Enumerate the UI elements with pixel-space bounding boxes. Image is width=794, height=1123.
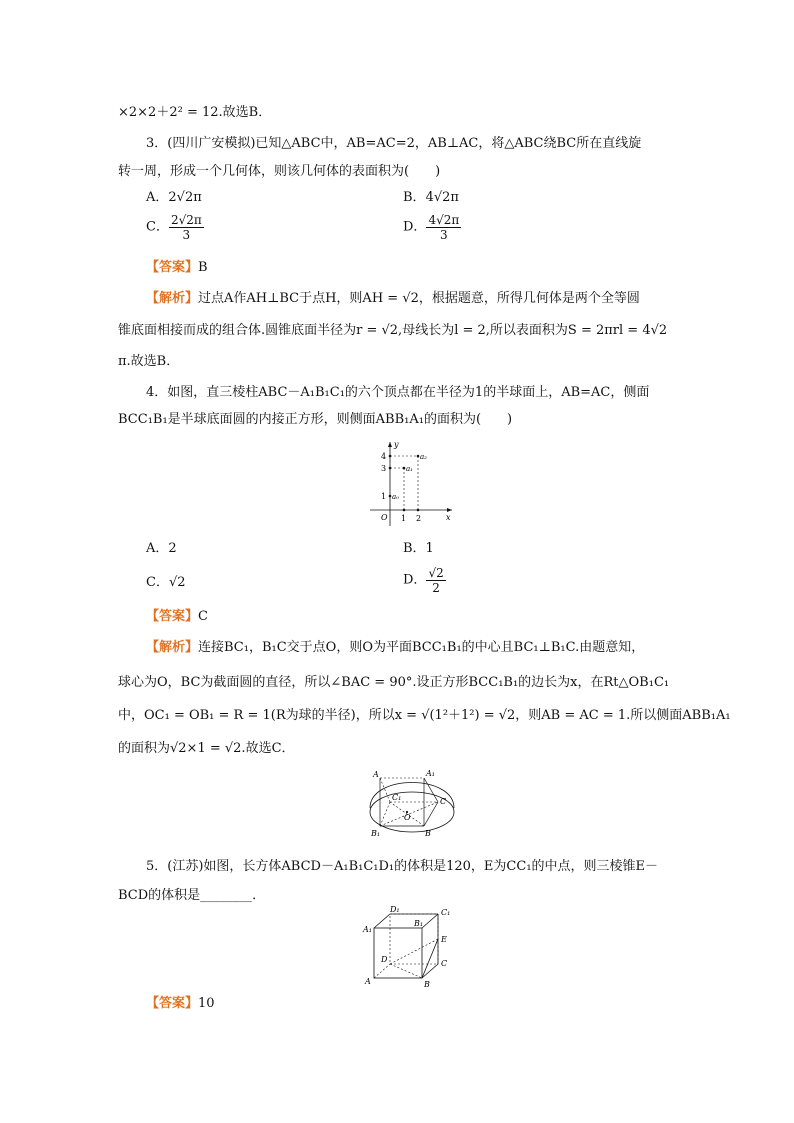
q3-option-b-label: B． bbox=[403, 190, 426, 205]
point-a0 bbox=[389, 495, 392, 498]
q3-option-c-fraction bbox=[169, 213, 204, 242]
q4-stem-line1: 4．如图，直三棱柱ABC－A₁B₁C₁的六个顶点都在半径为1的半球面上，AB=AC，侧面 bbox=[146, 385, 650, 400]
vertex-label-b: B bbox=[425, 829, 431, 838]
front-face bbox=[374, 928, 422, 978]
q4-option-d[interactable] bbox=[403, 566, 446, 595]
cuboid-edge bbox=[374, 964, 390, 978]
q4-option-b[interactable]: B．1 bbox=[403, 541, 434, 556]
explanation-tag: 【解析】 bbox=[146, 291, 199, 306]
x-axis-arrow-icon bbox=[447, 508, 452, 512]
q3-explanation-line2: 锥底面相接而成的组合体.圆锥底面半径为r = √2,母线长为l = 2,所以表面积为S = 2πrl = 4√2 bbox=[118, 323, 668, 338]
vertex-label-d: D bbox=[381, 955, 388, 964]
q4-explanation-line4: 的面积为√2×1 = √2.故选C． bbox=[118, 741, 295, 756]
q4-option-d-label: D． bbox=[403, 572, 427, 588]
point-marker bbox=[417, 509, 420, 512]
point-a0-label: a₀ bbox=[392, 493, 399, 501]
vertex-label-e: E bbox=[441, 935, 447, 944]
q4-explanation-line3: 中，OC₁ = OB₁ = R = 1(R为球的半径)，所以x = √(1²＋1²) = √2，则AB = AC = 1.所以侧面ABB₁A₁ bbox=[118, 708, 731, 723]
vertex-label-a: A bbox=[365, 977, 371, 986]
point-a1-label: a₁ bbox=[406, 465, 413, 473]
x-tick-2: 2 bbox=[416, 514, 422, 523]
tetrahedron-edge bbox=[390, 964, 422, 978]
q4-answer-value: C bbox=[198, 609, 208, 624]
prism-edge bbox=[424, 802, 438, 826]
q4-explanation-line1 bbox=[146, 640, 644, 656]
x-tick-1: 1 bbox=[401, 514, 407, 523]
tetrahedron-edge bbox=[422, 939, 438, 978]
q3-option-d[interactable] bbox=[403, 213, 461, 242]
answer-tag: 【答案】 bbox=[146, 260, 199, 275]
tetrahedron-edge bbox=[390, 939, 438, 964]
q4-option-d-fraction bbox=[426, 566, 445, 595]
q3-option-a[interactable] bbox=[146, 190, 202, 206]
point-a1 bbox=[403, 467, 406, 470]
q4-answer bbox=[146, 609, 208, 625]
q4-option-a[interactable]: A．2 bbox=[146, 541, 177, 556]
prev-solution-end: ×2×2＋2² = 12.故选B． bbox=[118, 105, 272, 120]
vertex-label-a: A bbox=[373, 770, 379, 779]
y-tick-4: 4 bbox=[381, 452, 387, 461]
q3-option-c-numerator: 2√2π bbox=[170, 213, 202, 227]
q3-explanation-line3: π.故选B． bbox=[118, 354, 180, 369]
hemisphere-diagram bbox=[362, 766, 462, 840]
x-axis-label: x bbox=[446, 513, 451, 522]
point-marker bbox=[403, 509, 406, 512]
q4-coordinate-figure bbox=[360, 438, 460, 528]
point-a2 bbox=[417, 455, 420, 458]
q3-option-d-label: D． bbox=[403, 219, 427, 235]
q3-option-c[interactable] bbox=[146, 213, 204, 242]
q3-option-d-denominator: 3 bbox=[440, 228, 448, 242]
answer-tag: 【答案】 bbox=[146, 996, 199, 1011]
q3-option-b[interactable] bbox=[403, 190, 459, 206]
vertex-label-c1: C₁ bbox=[441, 908, 451, 917]
vertex-label-b: B bbox=[424, 980, 430, 989]
vertex-label-b1: B₁ bbox=[371, 829, 381, 838]
y-axis-label: y bbox=[394, 440, 399, 449]
q3-option-c-label: C． bbox=[146, 219, 169, 235]
q3-stem-line2: 转一周，形成一个几何体，则该几何体的表面积为( ) bbox=[118, 164, 441, 179]
cuboid-edge bbox=[422, 914, 438, 928]
q4-stem-line2: BCC₁B₁是半球底面圆的内接正方形，则侧面ABB₁A₁的面积为( ) bbox=[118, 412, 513, 427]
prism-edge bbox=[424, 778, 438, 802]
vertex-label-a1: A₁ bbox=[363, 925, 372, 934]
q4-hemisphere-figure bbox=[362, 766, 462, 840]
q4-option-c[interactable]: C．√2 bbox=[146, 575, 186, 590]
vertex-label-b1: B₁ bbox=[414, 919, 424, 928]
origin-label: O bbox=[381, 513, 388, 522]
q3-option-d-numerator: 4√2π bbox=[428, 213, 460, 227]
explanation-tag: 【解析】 bbox=[146, 640, 199, 655]
point-a2-label: a₂ bbox=[420, 453, 427, 461]
q4-explanation-line2: 球心为O，BC为截面圆的直径，所以∠BAC = 90°.设正方形BCC₁B₁的边长为x，在Rt△OB₁C₁ bbox=[118, 675, 670, 690]
cuboid-edge bbox=[422, 964, 438, 978]
vertex-label-c: C bbox=[441, 959, 448, 968]
y-tick-1: 1 bbox=[381, 492, 387, 501]
vertex-label-a1: A₁ bbox=[426, 769, 435, 778]
q3-option-c-denominator: 3 bbox=[182, 228, 191, 242]
vertex-label-o: O bbox=[404, 813, 411, 822]
vertex-label-c1: C₁ bbox=[392, 793, 402, 802]
point-marker bbox=[389, 455, 392, 458]
answer-tag: 【答案】 bbox=[146, 609, 199, 624]
q4-option-d-numerator: √2 bbox=[428, 566, 444, 580]
y-tick-3: 3 bbox=[381, 464, 387, 473]
vertex-label-d1: D₁ bbox=[390, 906, 400, 914]
q3-option-a-value: 2√2π bbox=[168, 190, 202, 205]
q5-stem-line1: 5．(江苏)如图，长方体ABCD－A₁B₁C₁D₁的体积是120，E为CC₁的中点，则三棱锥E－ bbox=[146, 859, 659, 874]
point-marker bbox=[389, 467, 392, 470]
cuboid-diagram bbox=[362, 906, 462, 990]
q5-answer-value: 10 bbox=[198, 996, 215, 1011]
vertex-label-c: C bbox=[440, 797, 447, 806]
q5-answer bbox=[146, 996, 215, 1012]
q3-stem-line1: 3．(四川广安模拟)已知△ABC中，AB=AC=2，AB⊥AC，将△ABC绕BC所在直线旋 bbox=[146, 136, 642, 151]
q4-explanation-text1: 连接BC₁，B₁C交于点O，则O为平面BCC₁B₁的中心且BC₁⊥B₁C.由题意知， bbox=[198, 640, 645, 655]
q3-answer-value: B bbox=[198, 260, 208, 275]
y-axis-arrow-icon bbox=[388, 442, 392, 447]
q3-explanation-line1 bbox=[146, 291, 640, 307]
q3-explanation-text1: 过点A作AH⊥BC于点H，则AH = √2，根据题意，所得几何体是两个全等圆 bbox=[198, 291, 640, 306]
q3-option-a-label: A． bbox=[146, 190, 169, 205]
q5-cuboid-figure bbox=[362, 906, 462, 990]
q3-option-b-value: 4√2π bbox=[425, 190, 459, 205]
q4-option-d-denominator: 2 bbox=[432, 581, 440, 595]
q3-answer bbox=[146, 260, 208, 276]
cuboid-edge bbox=[374, 914, 390, 928]
q5-stem-line2: BCD的体积是________． bbox=[118, 888, 266, 903]
q3-option-d-fraction bbox=[426, 213, 461, 242]
coordinate-diagram bbox=[360, 438, 460, 528]
